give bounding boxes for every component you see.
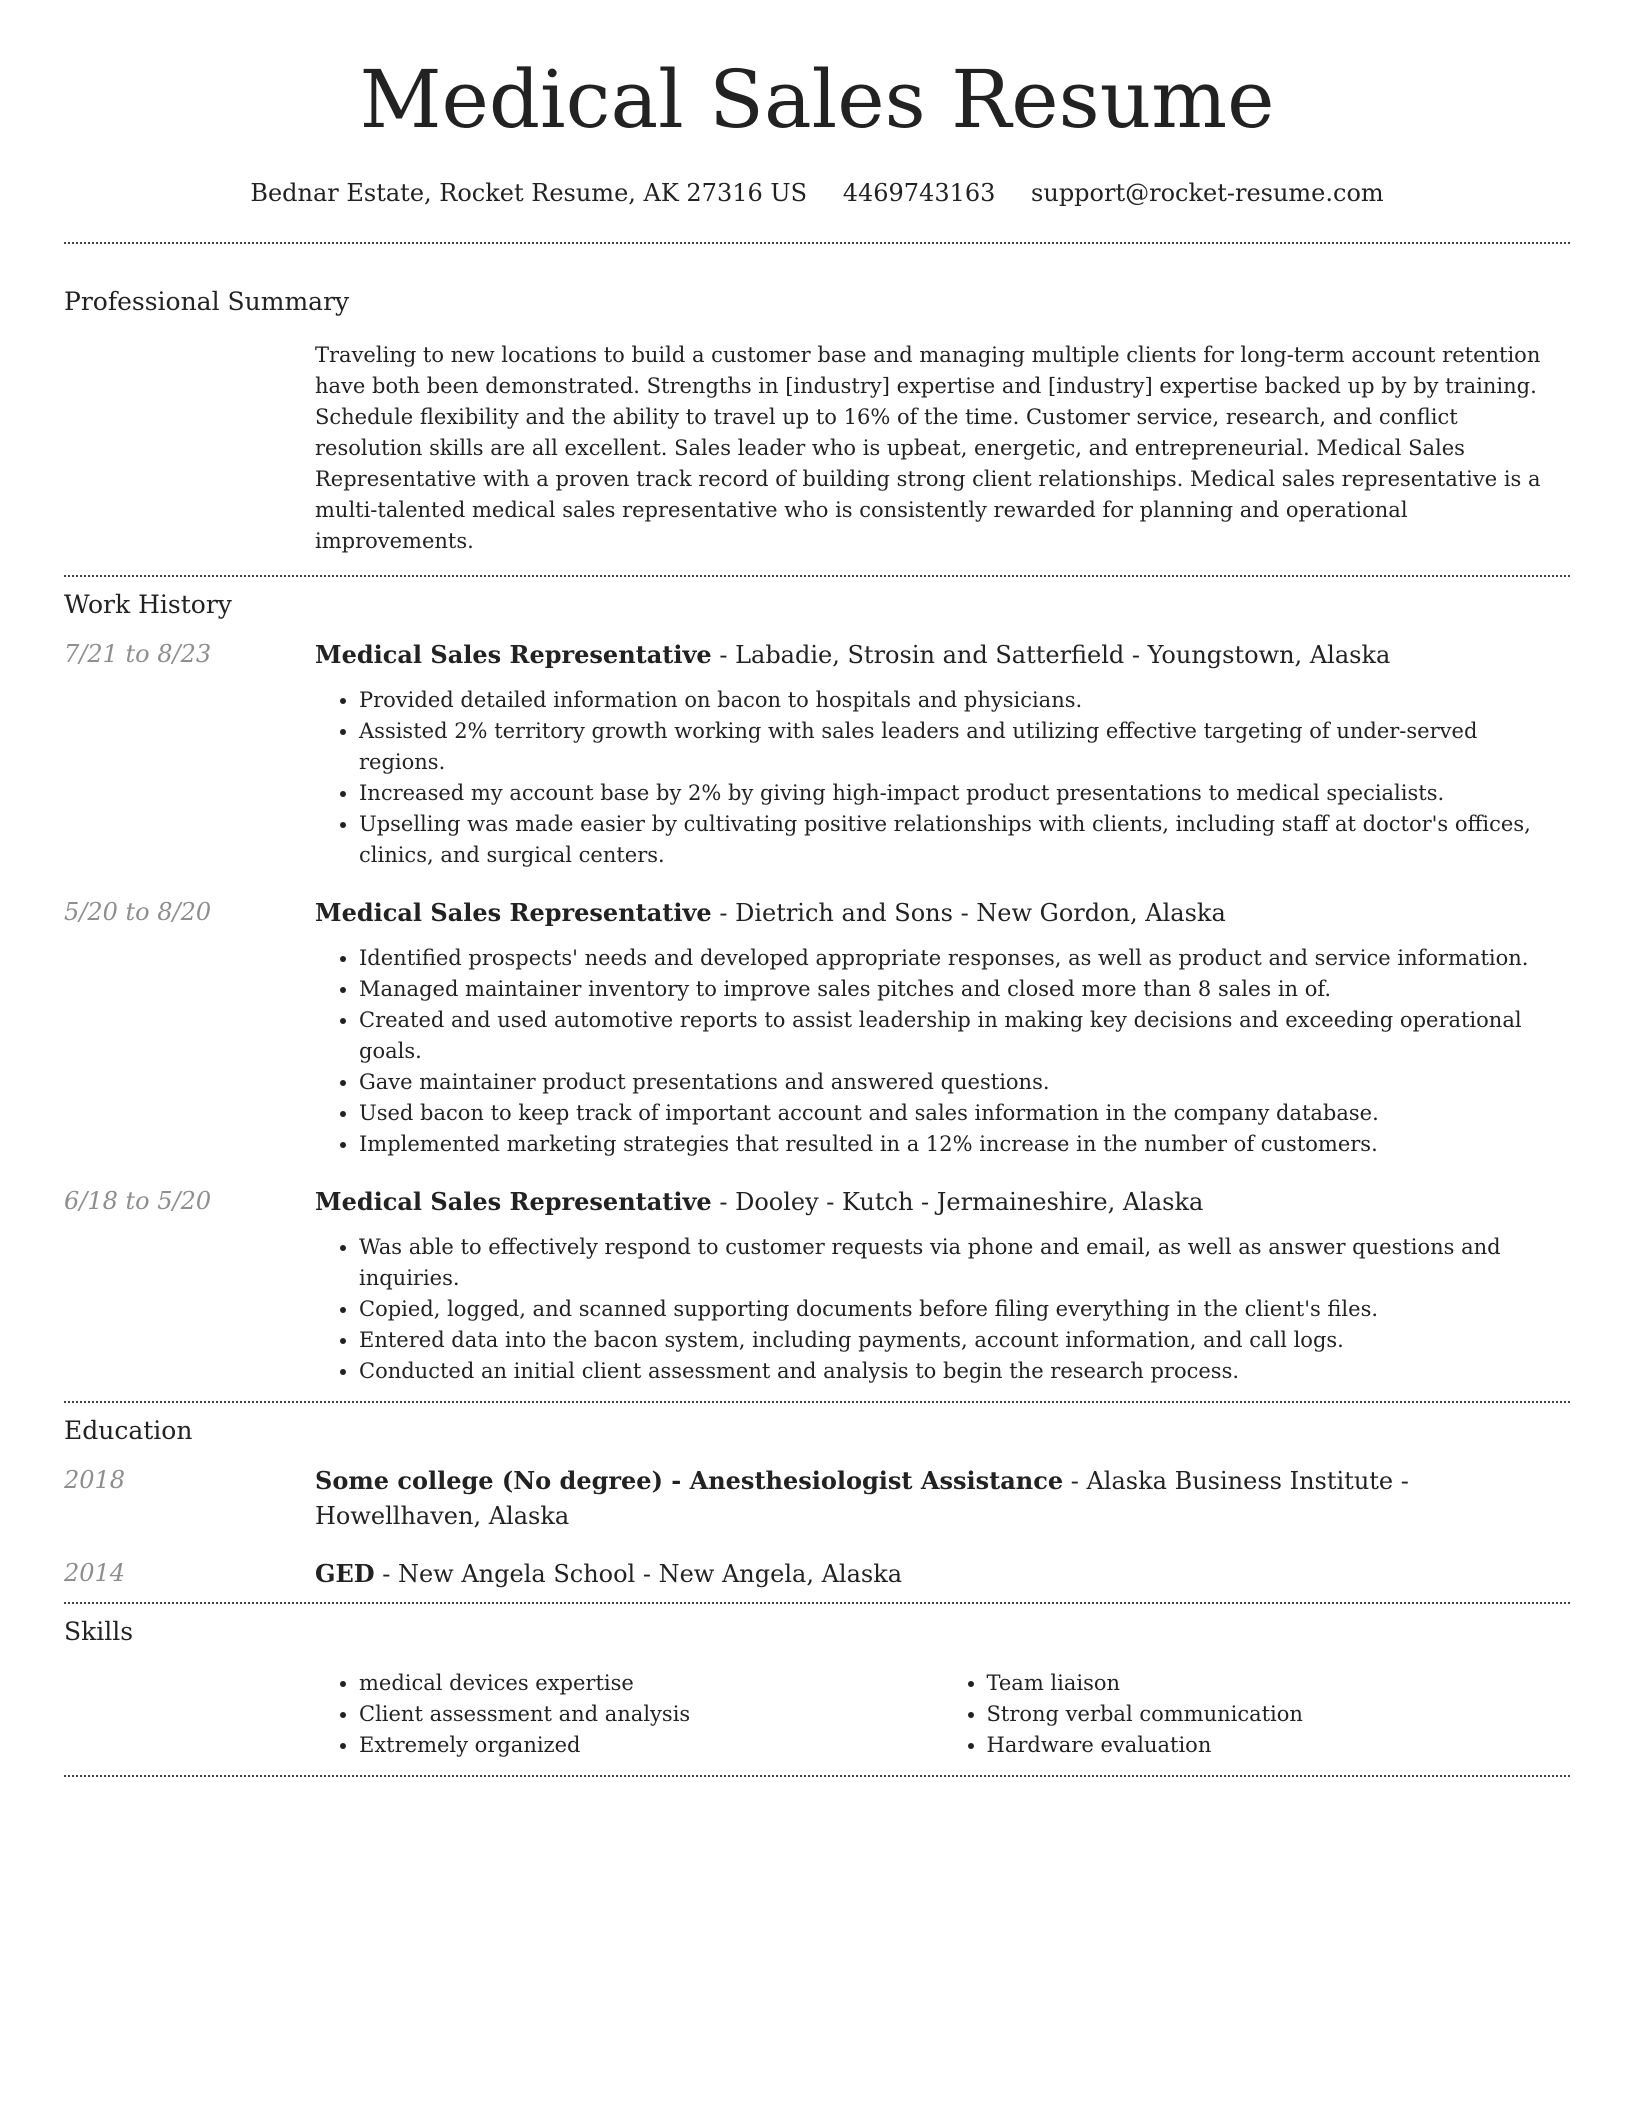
contact-line: [64, 178, 1570, 208]
education-degree: GED: [315, 1559, 375, 1588]
education-date: 2014: [64, 1559, 126, 1587]
contact-phone: 4469743163: [842, 179, 996, 207]
skills-column-right: [943, 1668, 1571, 1761]
job-date: 7/21 to 8/23: [64, 640, 212, 668]
job-heading: [315, 895, 1570, 931]
list-item: • Conducted an initial client assessment and analysis to begin the research process.: [359, 1356, 1570, 1387]
job-entry: [64, 637, 1570, 871]
job-bullets: [315, 685, 1570, 871]
list-item: • Entered data into the bacon system, including payments, account information, and call logs.: [359, 1325, 1570, 1356]
summary-text: Traveling to new locations to build a customer base and managing multiple clients for long-term account retention have both been demonstrated. Strengths in [industry] expertise and [industry] expertise backed up by by training. Schedule flexibility and the ability to travel up to 16% of the time. Customer service, research, and conflict resolution skills are all excellent. Sales leader who is upbeat, energetic, and entrepreneurial. Medical Sales Representative with a proven track record of building strong client relationships. Medical sales representative is a multi-talented medical sales representative who is consistently rewarded for planning and operational improvements.: [315, 343, 1541, 553]
education-heading: [315, 1463, 1570, 1534]
list-item: • Implemented marketing strategies that resulted in a 12% increase in the number of customers.: [359, 1129, 1570, 1160]
education-heading: [315, 1556, 1570, 1592]
list-item: • Provided detailed information on bacon to hospitals and physicians.: [359, 685, 1570, 716]
job-bullets: [315, 943, 1570, 1160]
skill-item: • medical devices expertise: [359, 1668, 943, 1699]
job-date: 6/18 to 5/20: [64, 1187, 212, 1215]
section-title-skills: Skills: [64, 1617, 134, 1646]
job-details: - Dooley - Kutch - Jermaineshire, Alaska: [711, 1188, 1204, 1216]
skill-item: • Hardware evaluation: [987, 1730, 1571, 1761]
job-date: 5/20 to 8/20: [64, 898, 212, 926]
section-title-education: Education: [64, 1416, 193, 1445]
skill-item: • Team liaison: [987, 1668, 1571, 1699]
education-degree: Some college (No degree) - Anesthesiologist Assistance: [315, 1466, 1064, 1495]
list-item: • Managed maintainer inventory to improve sales pitches and closed more than 8 sales in of.: [359, 974, 1570, 1005]
job-heading: [315, 1184, 1570, 1220]
skills-column-left: [315, 1668, 943, 1761]
job-entry: [64, 1184, 1570, 1387]
job-entry: [64, 895, 1570, 1160]
skill-item: • Client assessment and analysis: [359, 1699, 943, 1730]
job-bullets: [315, 1232, 1570, 1387]
list-item: • Used bacon to keep track of important account and sales information in the company database.: [359, 1098, 1570, 1129]
skills-section: [64, 1604, 1570, 1761]
summary-section: [64, 244, 1570, 557]
divider: [64, 1775, 1570, 1777]
education-details: - Alaska Business Institute - Howellhaven, Alaska: [315, 1467, 1409, 1530]
job-role: Medical Sales Representative: [315, 898, 712, 927]
job-role: Medical Sales Representative: [315, 1187, 712, 1216]
list-item: • Increased my account base by 2% by giving high-impact product presentations to medical specialists.: [359, 778, 1570, 809]
job-heading: [315, 637, 1570, 673]
list-item: • Identified prospects' needs and developed appropriate responses, as well as product and service information.: [359, 943, 1570, 974]
education-entry: [64, 1556, 1570, 1592]
job-details: - Labadie, Strosin and Satterfield - Youngstown, Alaska: [711, 641, 1391, 669]
list-item: • Was able to effectively respond to customer requests via phone and email, as well as answer questions and inquiries.: [359, 1232, 1570, 1294]
job-role: Medical Sales Representative: [315, 640, 712, 669]
list-item: • Upselling was made easier by cultivating positive relationships with clients, including staff at doctor's offices, clinics, and surgical centers.: [359, 809, 1570, 871]
job-body: [315, 1184, 1570, 1387]
work-history-section: [64, 577, 1570, 1387]
job-body: [315, 895, 1570, 1160]
skills-columns: [315, 1668, 1570, 1761]
skill-item: • Strong verbal communication: [987, 1699, 1571, 1730]
list-item: • Copied, logged, and scanned supporting documents before filing everything in the client's files.: [359, 1294, 1570, 1325]
list-item: • Gave maintainer product presentations and answered questions.: [359, 1067, 1570, 1098]
job-body: [315, 637, 1570, 871]
list-item: • Created and used automotive reports to assist leadership in making key decisions and exceeding operational goals.: [359, 1005, 1570, 1067]
education-section: [64, 1403, 1570, 1592]
education-details: - New Angela School - New Angela, Alaska: [374, 1560, 903, 1588]
skill-item: • Extremely organized: [359, 1730, 943, 1761]
contact-email: support@rocket-resume.com: [1031, 179, 1384, 207]
section-title-work-history: Work History: [64, 590, 232, 619]
list-item: • Assisted 2% territory growth working with sales leaders and utilizing effective targeting of under-served regions.: [359, 716, 1570, 778]
education-entry: [64, 1463, 1570, 1534]
section-title-summary: Professional Summary: [64, 287, 350, 316]
education-date: 2018: [64, 1466, 126, 1494]
resume-title: Medical Sales Resume: [359, 53, 1275, 146]
contact-address: Bednar Estate, Rocket Resume, AK 27316 US: [250, 179, 808, 207]
job-details: - Dietrich and Sons - New Gordon, Alaska: [711, 899, 1226, 927]
